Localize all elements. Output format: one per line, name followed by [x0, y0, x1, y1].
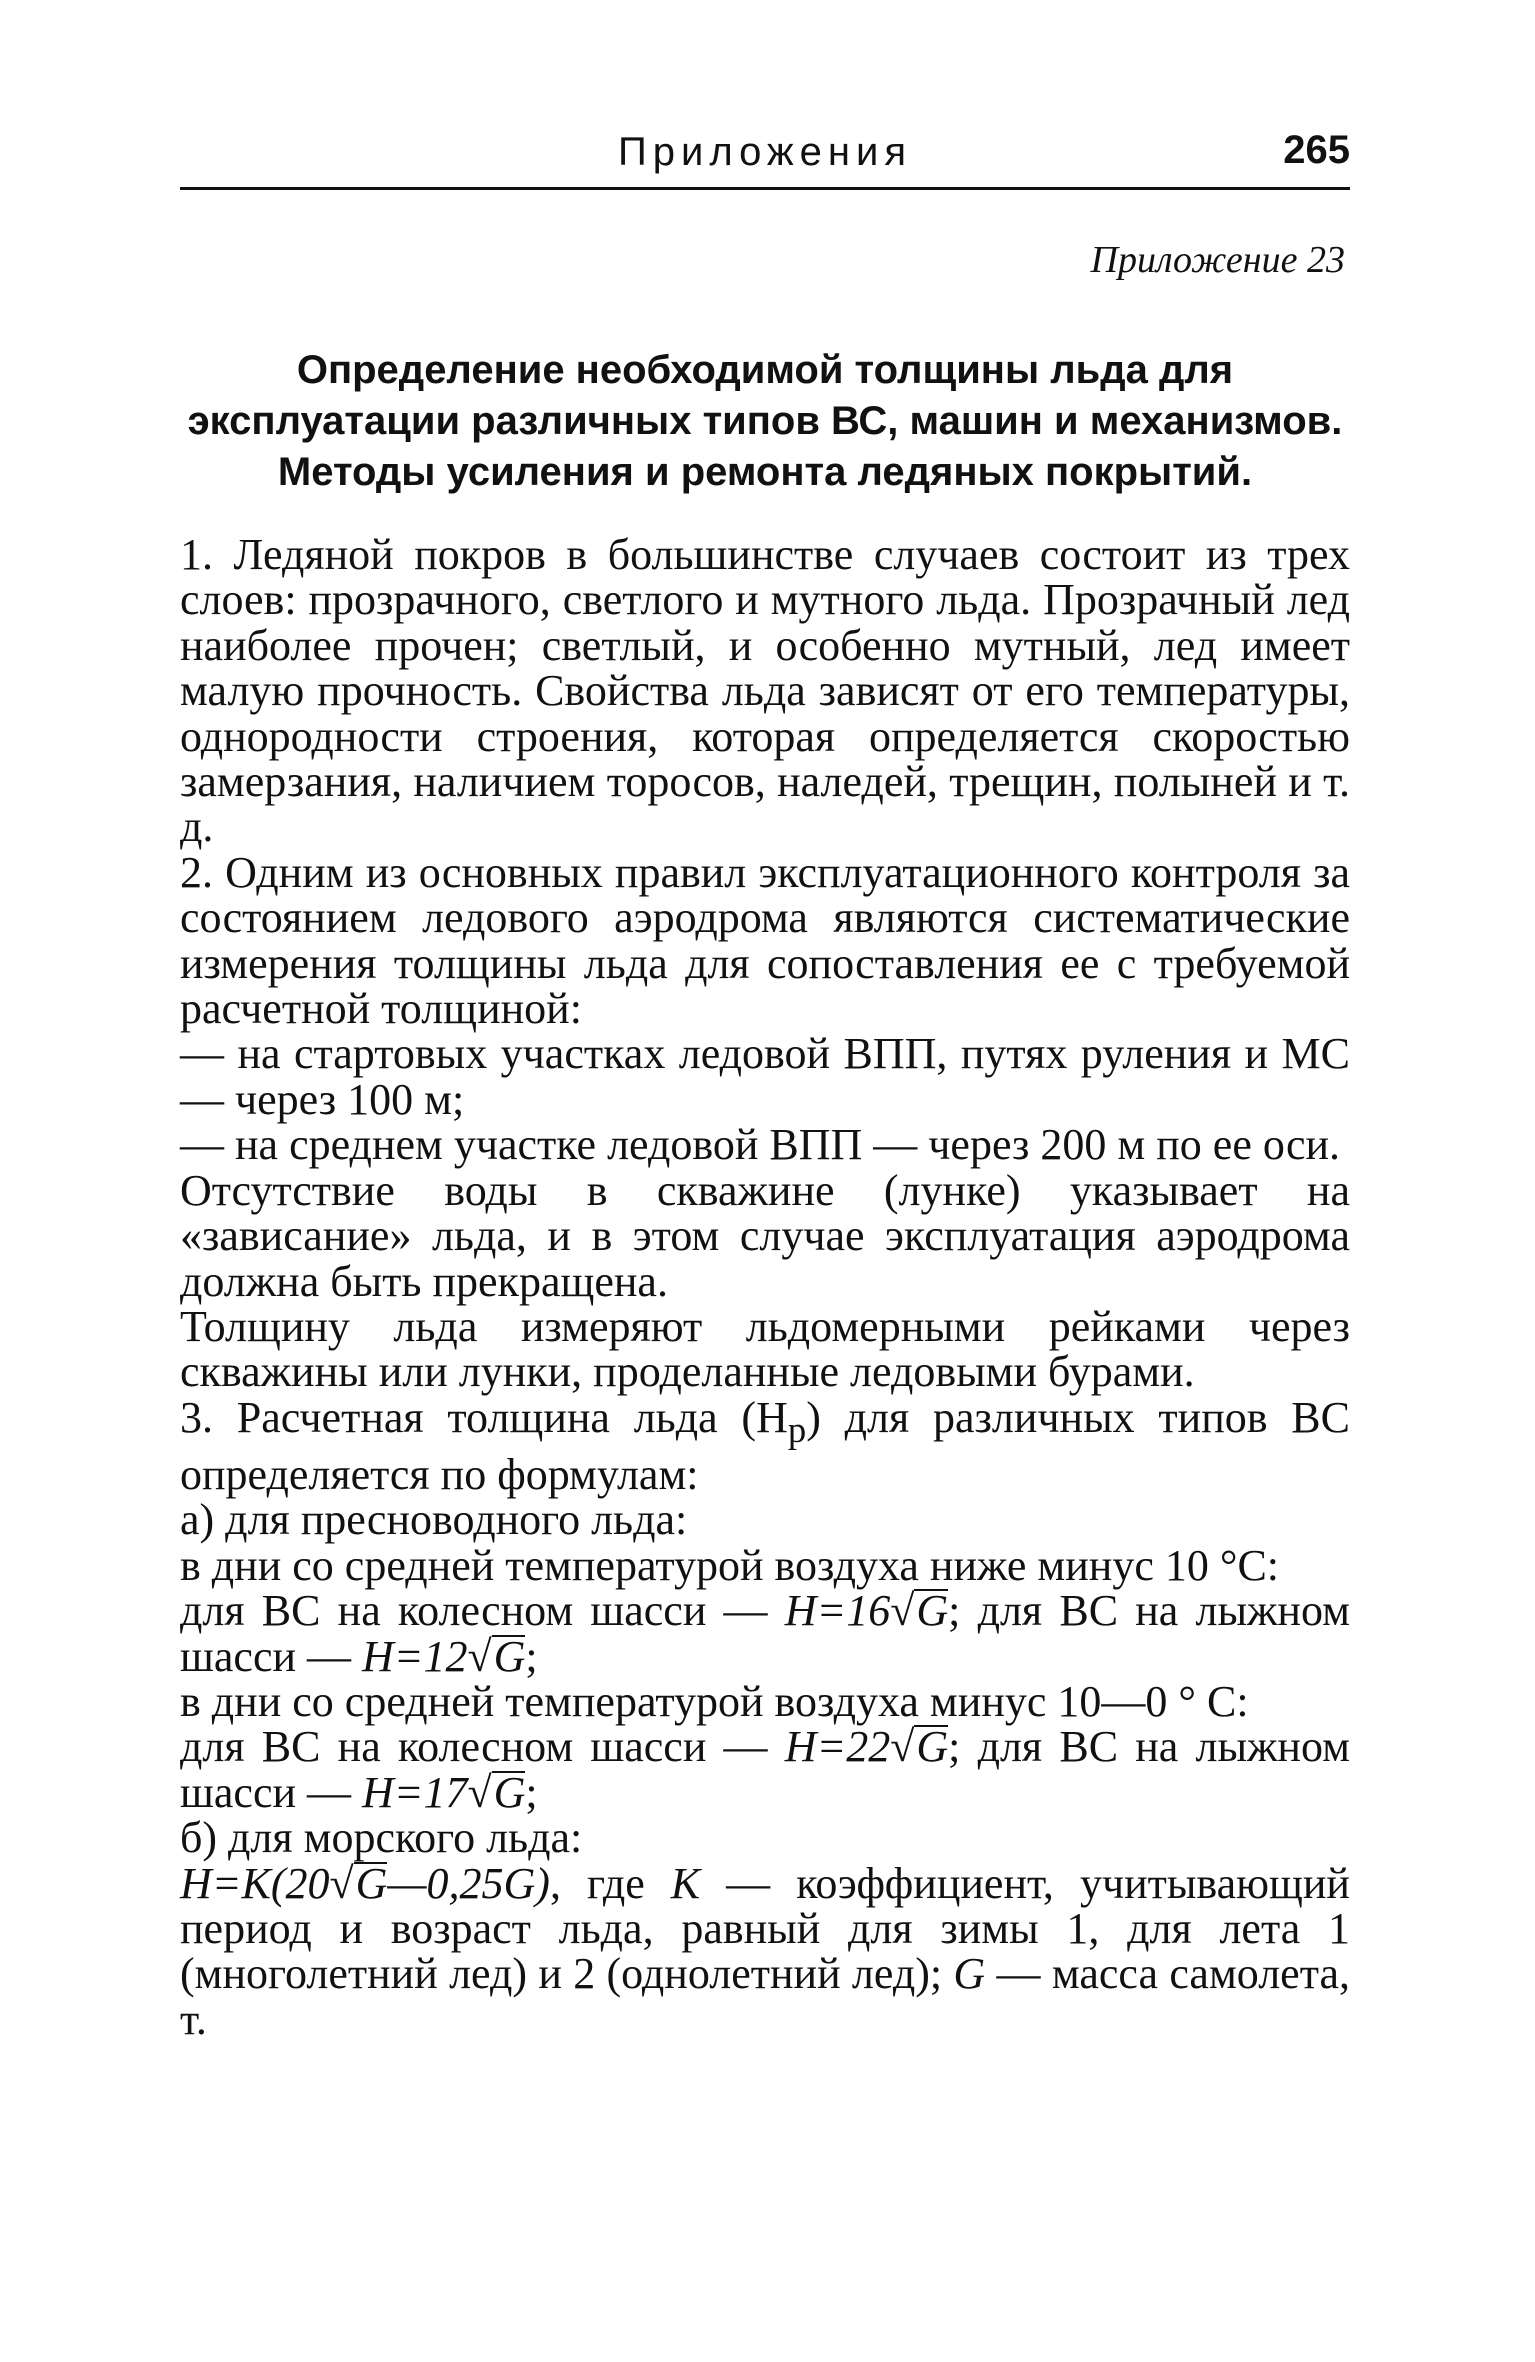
- heading-line: Методы усиления и ремонта ледяных покрытий.: [277, 450, 1253, 494]
- running-title: Приложения: [617, 130, 913, 174]
- paragraph: [180, 1588, 1350, 1679]
- formula-variable: G: [953, 1949, 986, 1999]
- text-run: 3. Расчетная толщина льда (H: [180, 1392, 788, 1442]
- formula: —0,25G): [387, 1858, 550, 1908]
- paragraph: в дни со средней температурой воздуха ниже минус 10 °C:: [180, 1540, 1280, 1590]
- formula-radicand: G: [493, 1631, 526, 1681]
- text-run: , где: [549, 1858, 671, 1908]
- text-run: для ВС на колесном шасси —: [180, 1586, 785, 1636]
- text-run: ;: [525, 1631, 538, 1681]
- body-text: [180, 532, 1350, 2042]
- formula-radicand: G: [916, 1722, 949, 1772]
- paragraph: 1. Ледяной покров в большинстве случаев состоит из трех слоев: прозрачного, светлого и мутного льда. Прозрачный лед наиболее прочен; светлый, и особенно мутный, лед имеет малую прочность. Свойства льда зависят от его температуры, однородности строения, которая определяется скоростью замерзания, наличием торосов, наледей, трещин, полыней и т. д.: [180, 530, 1350, 852]
- paragraph: [180, 1724, 1350, 1815]
- header-rule: [180, 187, 1350, 190]
- formula: H=22: [784, 1722, 891, 1772]
- sqrt-sign: √: [890, 1586, 915, 1636]
- text-run: ) для различных типов ВС определяется по формулам:: [180, 1392, 1350, 1499]
- paragraph: — на среднем участке ледовой ВПП — через 200 м по ее оси.: [180, 1120, 1341, 1170]
- formula: H=K(20: [180, 1858, 330, 1908]
- paragraph: Толщину льда измеряют льдомерными рейками через скважины или лунки, проделанные ледовыми бурами.: [180, 1301, 1350, 1397]
- heading-line: эксплуатации различных типов ВС, машин и механизмов.: [187, 399, 1343, 443]
- formula-variable: K: [670, 1858, 701, 1908]
- paragraph: 2. Одним из основных правил эксплуатационного контроля за состоянием ледового аэродрома являются систематические измерения толщины льда для сопоставления ее с требуемой расчетной толщиной:: [180, 847, 1350, 1034]
- formula-radicand: G: [493, 1767, 526, 1817]
- paragraph: [180, 1858, 1350, 2044]
- page-number: 265: [1283, 128, 1350, 172]
- heading-line: Определение необходимой толщины льда для: [296, 348, 1234, 392]
- paragraph: б) для морского льда:: [180, 1813, 583, 1863]
- text-run: ; для ВС на лыжном шасси —: [180, 1586, 1350, 1681]
- formula-radicand: G: [355, 1858, 388, 1908]
- formula-radicand: G: [916, 1586, 949, 1636]
- paragraph: — на стартовых участках ледовой ВПП, путях руления и МС — через 100 м;: [180, 1029, 1350, 1124]
- section-heading: [180, 345, 1350, 498]
- paragraph: [180, 1392, 1350, 1499]
- subscript: р: [787, 1408, 807, 1450]
- formula: H=12: [362, 1631, 468, 1681]
- sqrt-sign: √: [890, 1722, 915, 1772]
- text-run: ;: [525, 1767, 538, 1817]
- paragraph: а) для пресноводного льда:: [180, 1495, 688, 1545]
- paragraph: в дни со средней температурой воздуха минус 10—0 ° С:: [180, 1676, 1249, 1726]
- text-run: — коэффициент, учитывающий период и возраст льда, равный для зимы 1, для лета 1 (многолетний лед) и 2 (однолетний лед);: [180, 1858, 1350, 1999]
- formula: H=16: [784, 1586, 891, 1636]
- text-run: — масса самолета, т.: [180, 1949, 1350, 2044]
- text-run: для ВС на колесном шасси —: [180, 1722, 785, 1772]
- appendix-label: Приложение 23: [1090, 239, 1345, 281]
- sqrt-sign: √: [467, 1631, 492, 1681]
- paragraph: Отсутствие воды в скважине (лунке) указывает на «зависание» льда, и в этом случае эксплуатация аэродрома должна быть прекращена.: [180, 1165, 1350, 1306]
- text-run: ; для ВС на лыжном шасси —: [180, 1722, 1350, 1817]
- formula: H=17: [362, 1767, 468, 1817]
- sqrt-sign: √: [467, 1767, 492, 1817]
- sqrt-sign: √: [329, 1858, 354, 1908]
- running-head: [180, 120, 1350, 190]
